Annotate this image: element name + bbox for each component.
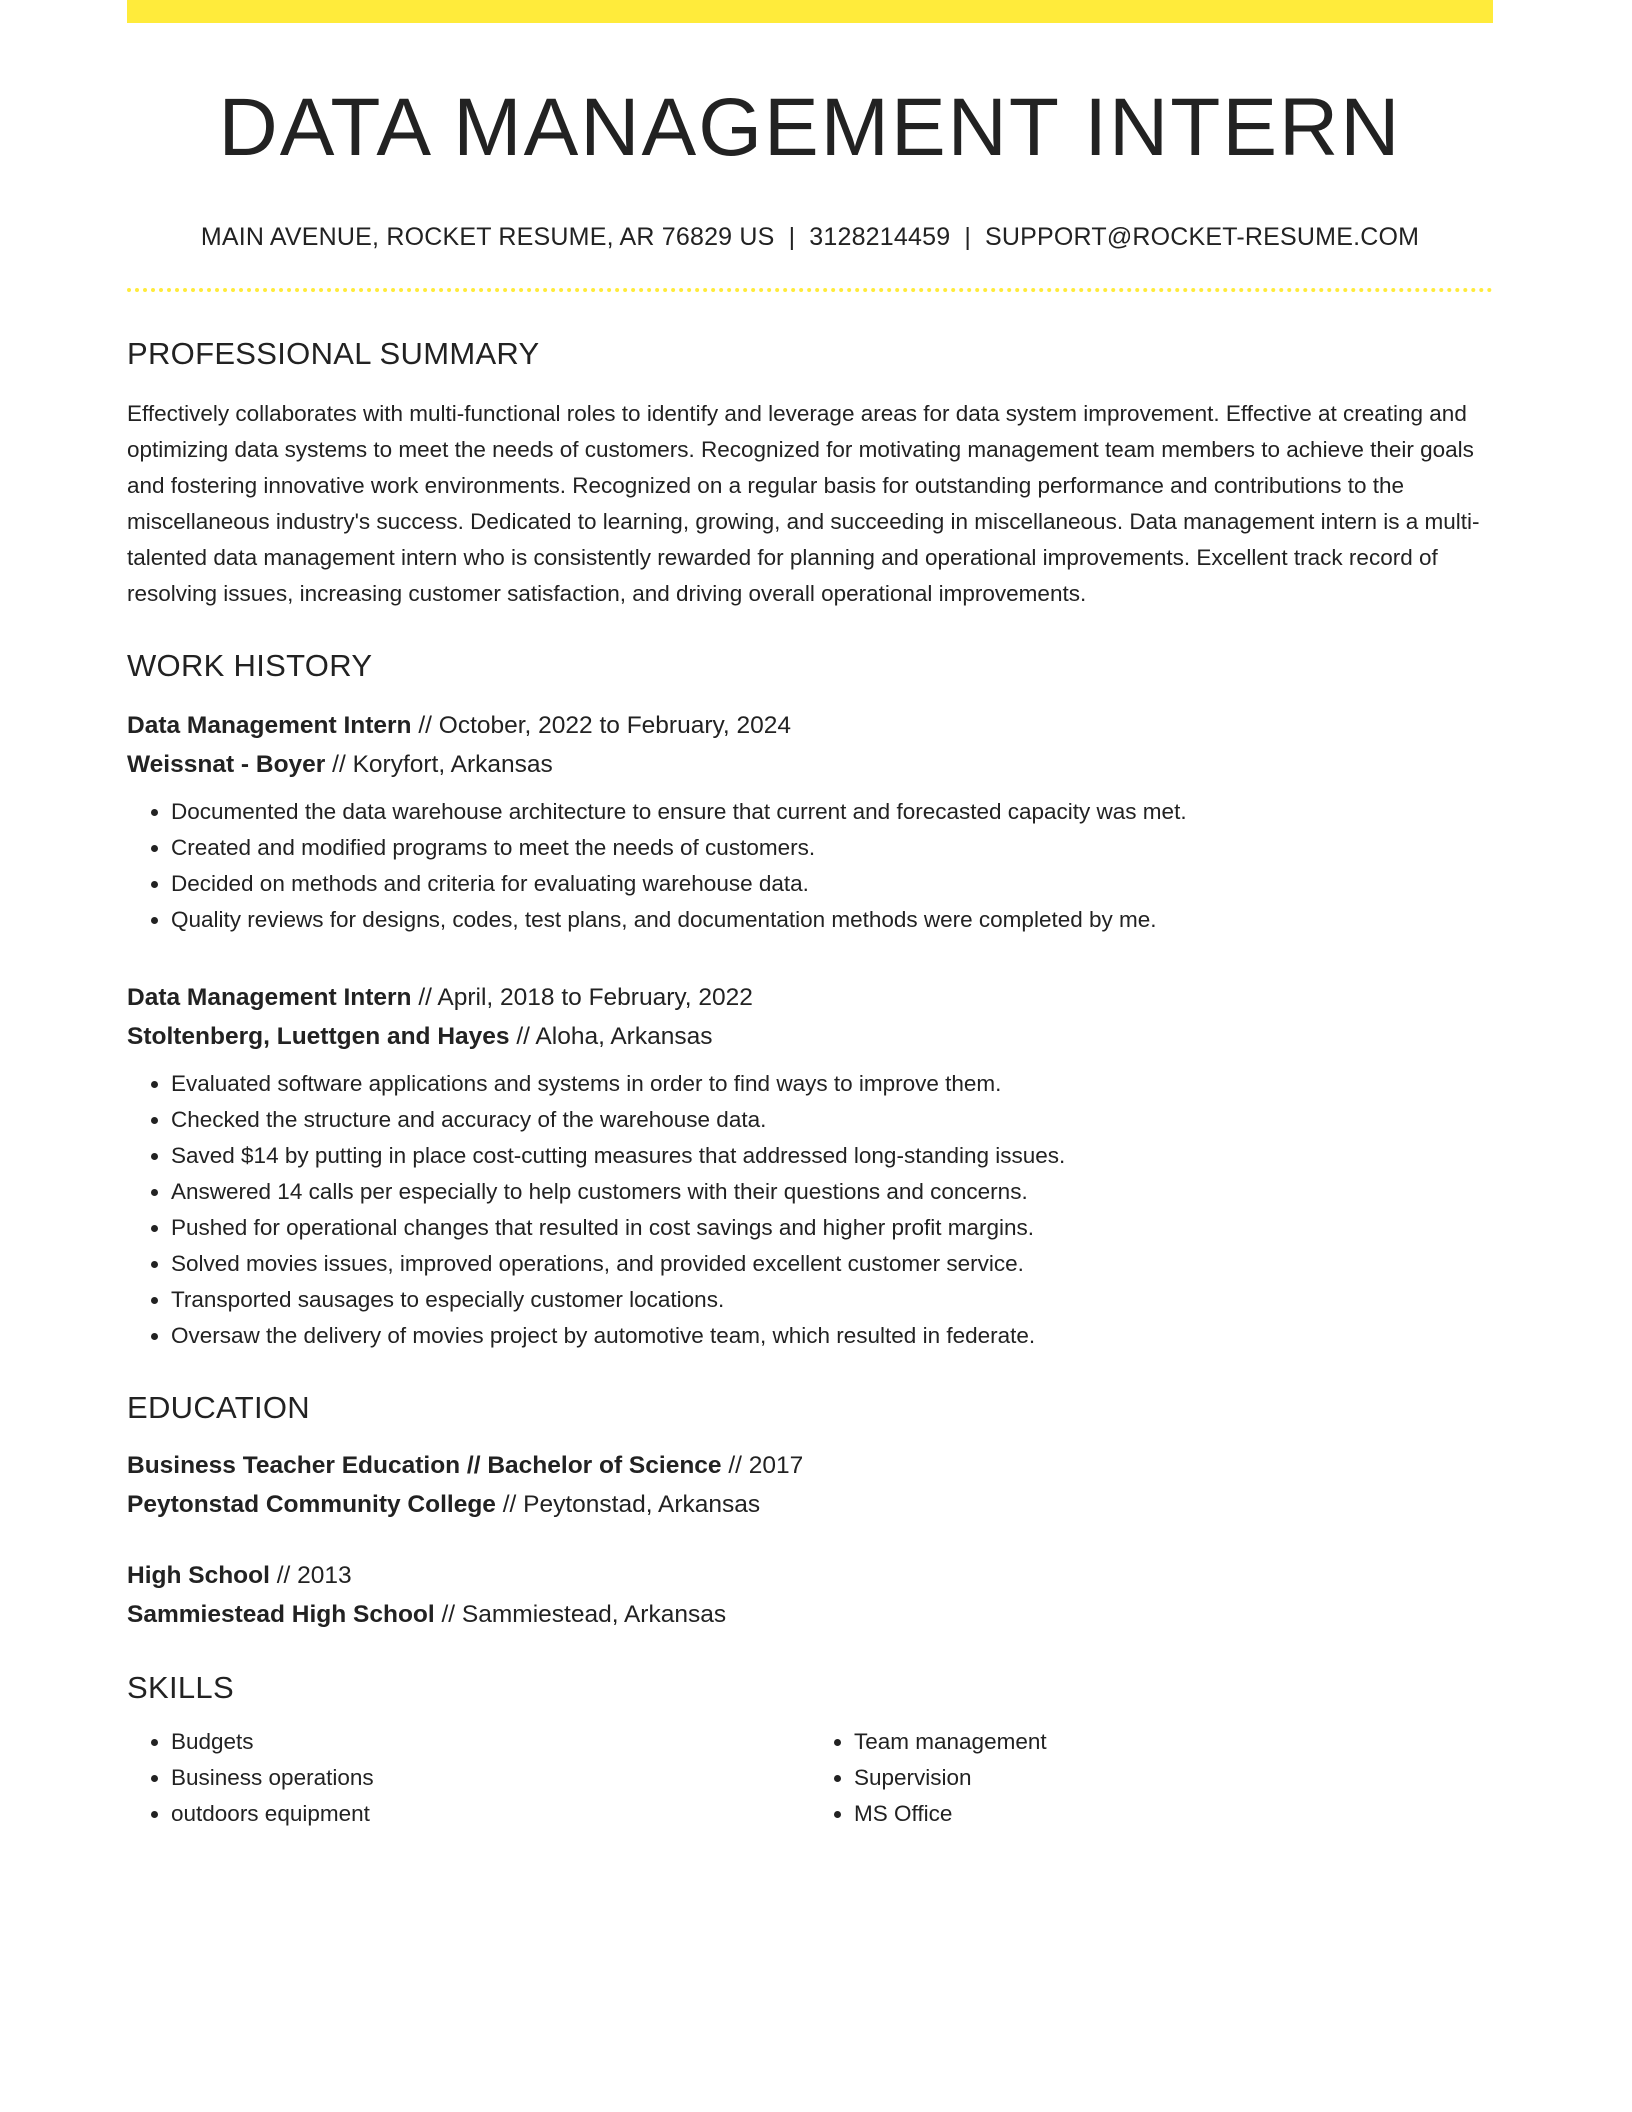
list-item: • Evaluated software applications and systems in order to find ways to improve them.	[171, 1066, 1493, 1102]
job-role: Data Management Intern	[127, 984, 412, 1012]
list-item: • Created and modified programs to meet the needs of customers.	[171, 830, 1493, 866]
job-dates: // October, 2022 to February, 2024	[411, 712, 792, 740]
list-item: • Transported sausages to especially customer locations.	[171, 1282, 1493, 1318]
skills-left-column	[127, 1724, 810, 1832]
degree-year: // 2013	[269, 1562, 352, 1590]
list-item: • Quality reviews for designs, codes, test plans, and documentation methods were completed by me.	[171, 902, 1493, 938]
degree-year: // 2017	[721, 1452, 804, 1480]
skill-item: • outdoors equipment	[171, 1796, 810, 1832]
top-accent-bar	[127, 0, 1493, 23]
job-entry	[127, 706, 1493, 938]
degree: Business Teacher Education // Bachelor of Science	[127, 1452, 722, 1480]
education-entry	[127, 1556, 1493, 1634]
contact-separator: |	[788, 223, 796, 252]
job-bullets	[127, 1066, 1493, 1354]
skill-item: • Supervision	[854, 1760, 1493, 1796]
summary-heading: PROFESSIONAL SUMMARY	[127, 336, 540, 372]
education-heading: EDUCATION	[127, 1390, 310, 1426]
job-location: // Koryfort, Arkansas	[325, 751, 553, 779]
list-item: • Documented the data warehouse architecture to ensure that current and forecasted capacity was met.	[171, 794, 1493, 830]
work-history-heading: WORK HISTORY	[127, 648, 373, 684]
job-bullets	[127, 794, 1493, 938]
list-item: • Checked the structure and accuracy of the warehouse data.	[171, 1102, 1493, 1138]
degree-line	[127, 1556, 1493, 1595]
skill-item: • Budgets	[171, 1724, 810, 1760]
job-company: Weissnat - Boyer	[127, 751, 326, 779]
contact-phone: 3128214459	[809, 223, 951, 252]
resume-page	[127, 0, 1493, 1832]
skills-right-column	[810, 1724, 1493, 1832]
summary-section	[127, 336, 1493, 612]
job-company-line	[127, 745, 1493, 784]
job-location: // Aloha, Arkansas	[509, 1023, 713, 1051]
school: Sammiestead High School	[127, 1601, 435, 1629]
list-item: • Solved movies issues, improved operations, and provided excellent customer service.	[171, 1246, 1493, 1282]
school-location: // Peytonstad, Arkansas	[495, 1491, 761, 1519]
skill-item: • Team management	[854, 1724, 1493, 1760]
job-company-line	[127, 1017, 1493, 1056]
job-title-line	[127, 978, 1493, 1017]
school-line	[127, 1595, 1493, 1634]
skill-item: • Business operations	[171, 1760, 810, 1796]
degree: High School	[127, 1562, 270, 1590]
skills-section	[127, 1670, 1493, 1832]
job-entry	[127, 978, 1493, 1354]
skill-item: • MS Office	[854, 1796, 1493, 1832]
job-dates: // April, 2018 to February, 2022	[411, 984, 753, 1012]
school-location: // Sammiestead, Arkansas	[434, 1601, 727, 1629]
job-title-line	[127, 706, 1493, 745]
dotted-divider	[127, 288, 1493, 292]
list-item: • Pushed for operational changes that resulted in cost savings and higher profit margins.	[171, 1210, 1493, 1246]
candidate-name: DATA MANAGEMENT INTERN	[218, 82, 1402, 173]
contact-email: SUPPORT@ROCKET-RESUME.COM	[985, 223, 1420, 252]
skills-columns	[127, 1724, 1493, 1832]
degree-line	[127, 1446, 1493, 1485]
education-entry	[127, 1446, 1493, 1524]
list-item: • Answered 14 calls per especially to help customers with their questions and concerns.	[171, 1174, 1493, 1210]
contact-address: MAIN AVENUE, ROCKET RESUME, AR 76829 US	[200, 223, 775, 252]
list-item: • Decided on methods and criteria for evaluating warehouse data.	[171, 866, 1493, 902]
education-section	[127, 1390, 1493, 1634]
school-line	[127, 1485, 1493, 1524]
job-company: Stoltenberg, Luettgen and Hayes	[127, 1023, 510, 1051]
list-item: • Oversaw the delivery of movies project by automotive team, which resulted in federate.	[171, 1318, 1493, 1354]
contact-line	[127, 223, 1493, 252]
work-history-section	[127, 648, 1493, 1354]
contact-separator: |	[964, 223, 972, 252]
school: Peytonstad Community College	[127, 1491, 496, 1519]
summary-text: Effectively collaborates with multi-functional roles to identify and leverage areas for data system improvement. Effective at creating and optimizing data systems to meet the needs of customers. Recognized for motivating management team members to achieve their goals and fostering innovative work environments. Recognized on a regular basis for outstanding performance and contributions to the miscellaneous industry's success. Dedicated to learning, growing, and succeeding in miscellaneous. Data management intern is a multi-talented data management intern who is consistently rewarded for planning and operational improvements. Excellent track record of resolving issues, increasing customer satisfaction, and driving overall operational improvements.	[127, 401, 1480, 607]
list-item: • Saved $14 by putting in place cost-cutting measures that addressed long-standing issues.	[171, 1138, 1493, 1174]
job-role: Data Management Intern	[127, 712, 412, 740]
skills-heading: SKILLS	[127, 1670, 234, 1706]
